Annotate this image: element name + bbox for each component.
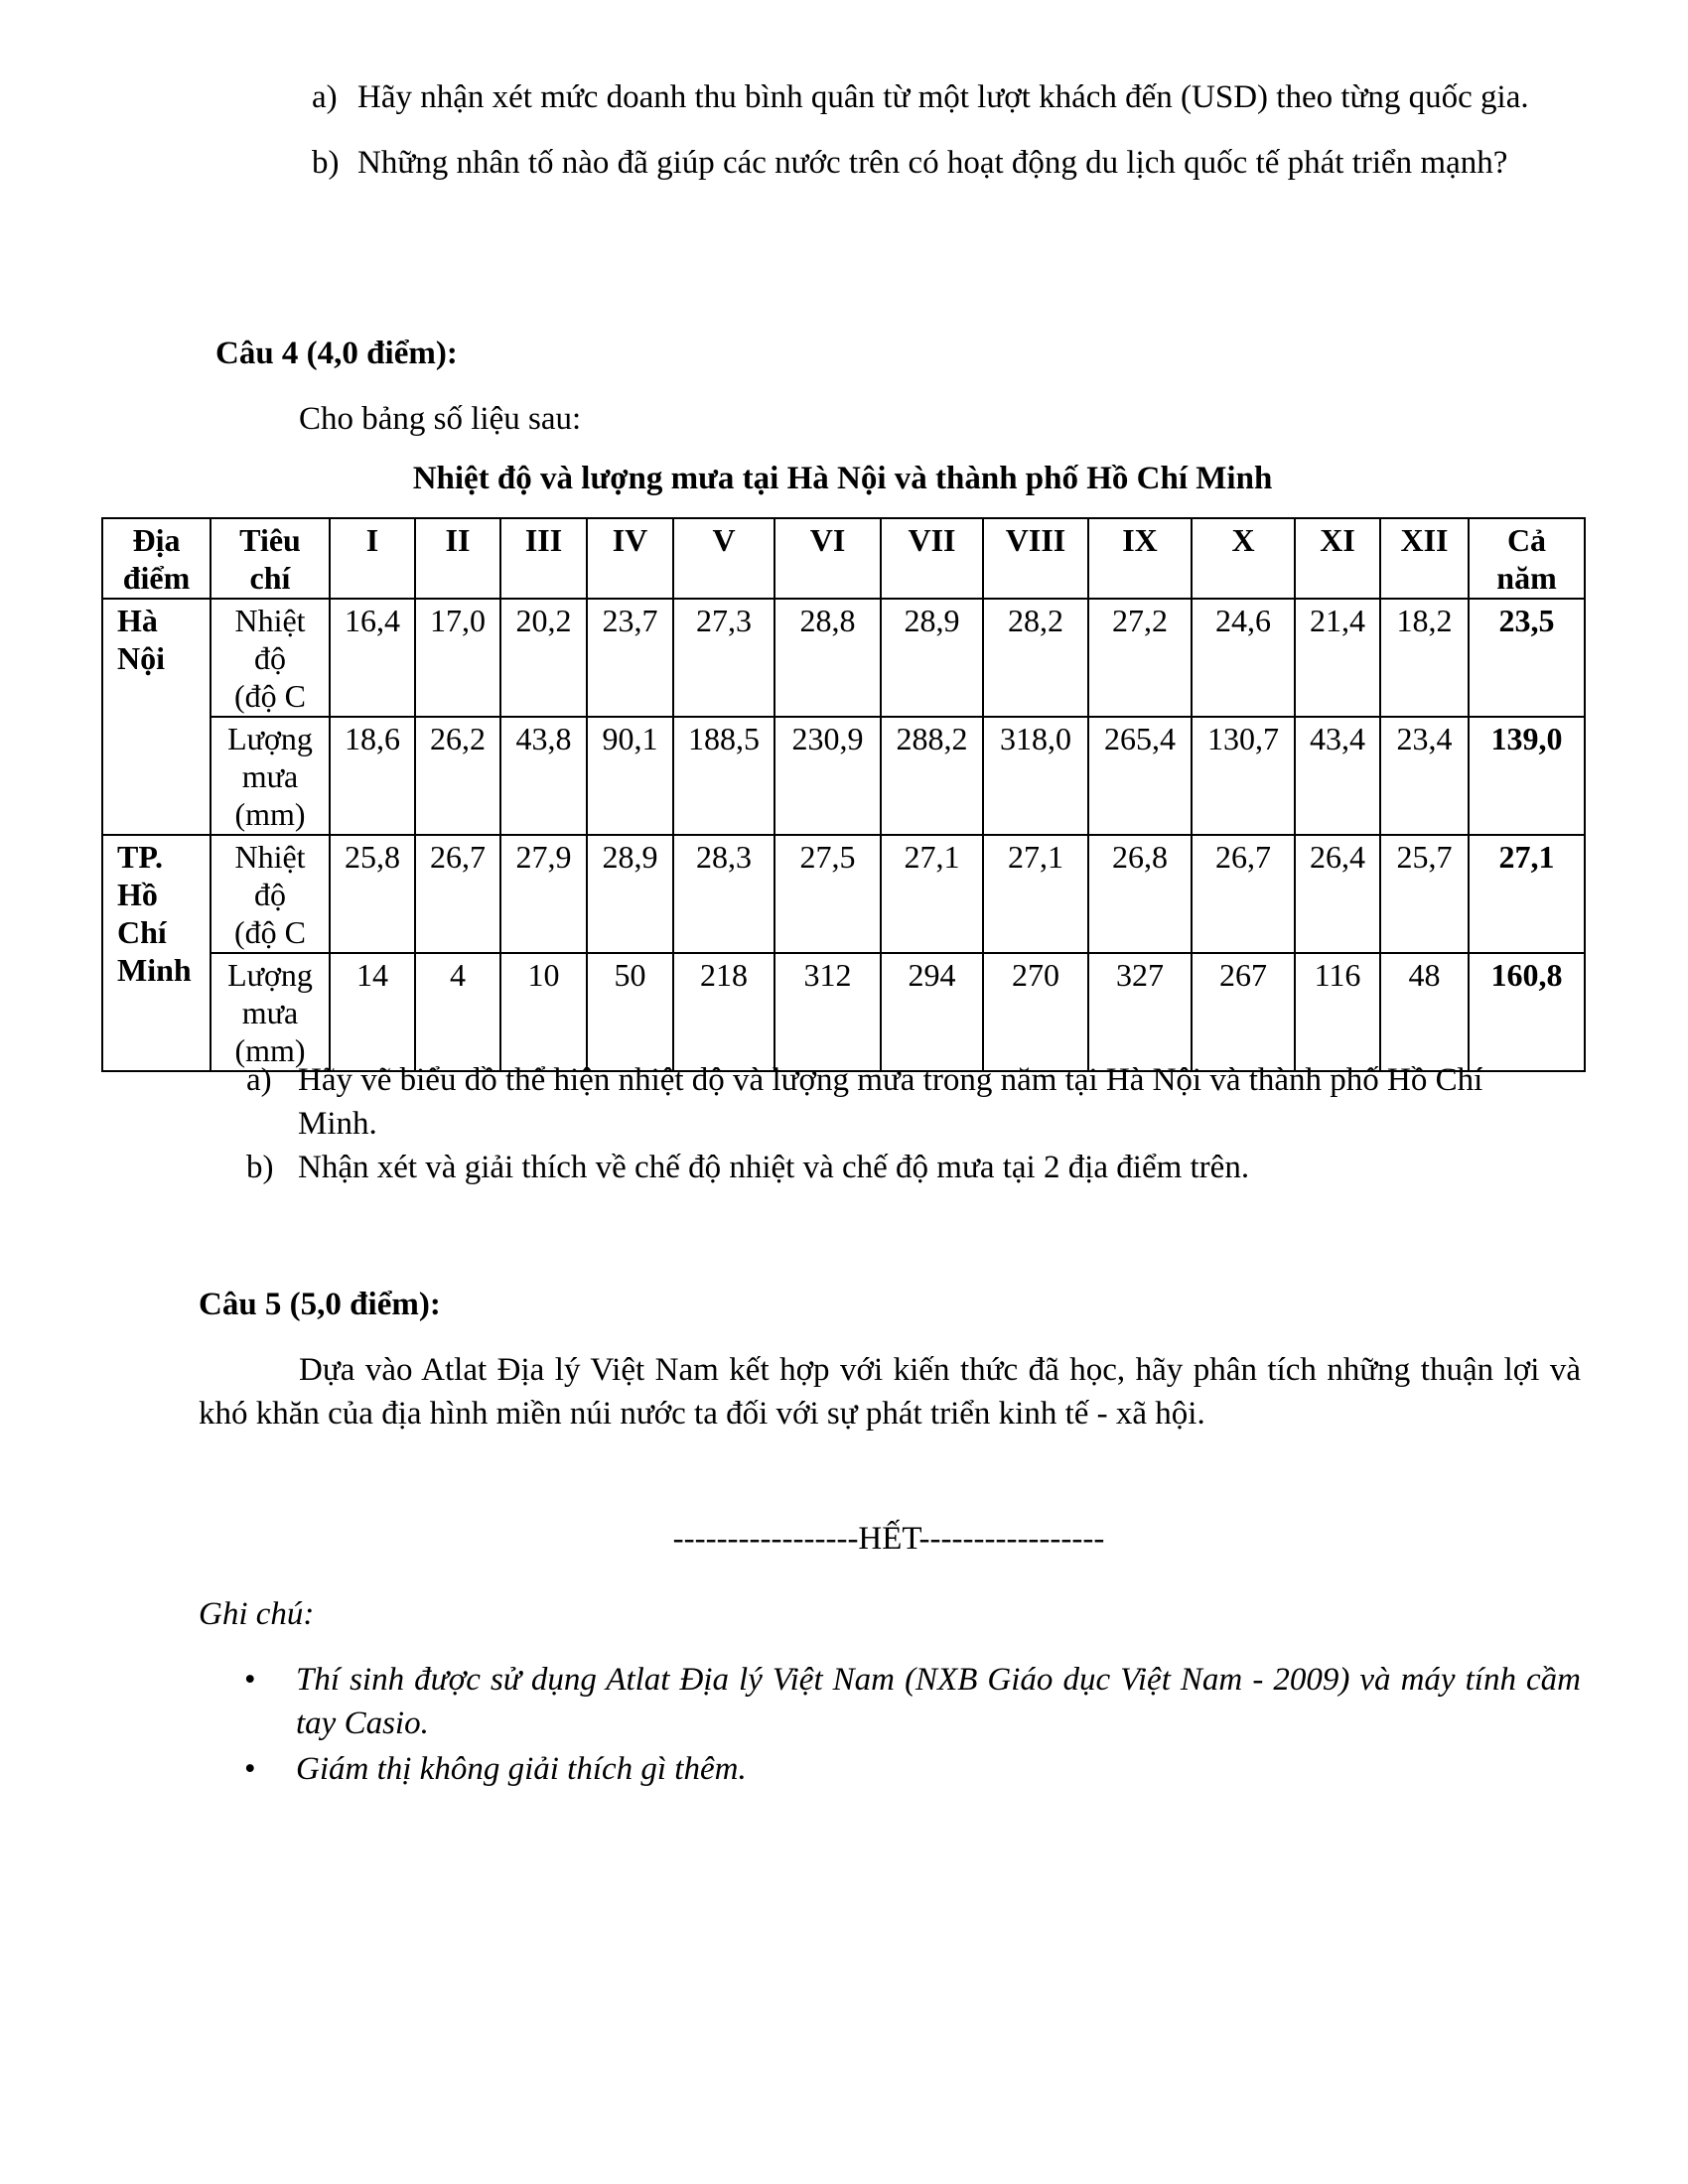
value-cell: 288,2 — [881, 717, 983, 835]
value-cell: 116 — [1295, 953, 1380, 1071]
value-cell: 27,5 — [774, 835, 881, 953]
question-5-heading: Câu 5 (5,0 điểm): — [199, 1287, 441, 1322]
value-cell: 43,4 — [1295, 717, 1380, 835]
value-cell: 17,0 — [415, 599, 500, 717]
value-cell: 23,4 — [1380, 717, 1469, 835]
header-cell: V — [673, 518, 774, 599]
part-text: Hãy vẽ biểu đồ thể hiện nhiệt độ và lượng mưa trong năm tại Hà Nội và thành phố Hồ Chí Minh. — [298, 1062, 1483, 1142]
header-cell: Địa điểm — [102, 518, 211, 599]
header-cell: Cả năm — [1469, 518, 1585, 599]
value-cell: 27,2 — [1088, 599, 1192, 717]
value-cell: 20,2 — [500, 599, 587, 717]
note-text: Thí sinh được sử dụng Atlat Địa lý Việt Nam (NXB Giáo dục Việt Nam - 2009) và máy tính cầm tay Casio. — [296, 1662, 1581, 1741]
value-cell: 218 — [673, 953, 774, 1071]
value-cell: 26,2 — [415, 717, 500, 835]
header-cell: IX — [1088, 518, 1192, 599]
value-cell: 16,4 — [330, 599, 415, 717]
header-cell: XII — [1380, 518, 1469, 599]
value-cell: 27,1 — [983, 835, 1088, 953]
criterion-cell: Nhiệt độ (độ C — [211, 835, 330, 953]
question-3-parts — [312, 75, 1581, 185]
value-cell: 26,7 — [1192, 835, 1295, 953]
value-cell: 25,7 — [1380, 835, 1469, 953]
header-cell: II — [415, 518, 500, 599]
value-cell: 18,6 — [330, 717, 415, 835]
value-cell: 26,8 — [1088, 835, 1192, 953]
table-row — [102, 835, 1585, 953]
value-cell: 26,4 — [1295, 835, 1380, 953]
criterion-cell: Lượng mưa (mm) — [211, 953, 330, 1071]
total-cell: 160,8 — [1469, 953, 1585, 1071]
header-cell: IV — [587, 518, 673, 599]
notes-list-wrapper — [199, 1658, 1581, 1793]
table-row — [102, 953, 1585, 1071]
question-3-part-a — [312, 75, 1581, 119]
table-body — [102, 599, 1585, 1071]
table-row — [102, 599, 1585, 717]
part-text: Những nhân tố nào đã giúp các nước trên có hoạt động du lịch quốc tế phát triển mạnh? — [357, 145, 1508, 181]
table-header-row — [102, 518, 1585, 599]
value-cell: 10 — [500, 953, 587, 1071]
header-cell: XI — [1295, 518, 1380, 599]
header-cell: VIII — [983, 518, 1088, 599]
question-4-part-a — [246, 1058, 1537, 1146]
value-cell: 294 — [881, 953, 983, 1071]
total-cell: 23,5 — [1469, 599, 1585, 717]
criterion-cell: Nhiệt độ (độ C — [211, 599, 330, 717]
part-marker: b) — [246, 1150, 274, 1185]
part-marker: a) — [312, 79, 338, 115]
value-cell: 318,0 — [983, 717, 1088, 835]
value-cell: 28,9 — [587, 835, 673, 953]
value-cell: 27,3 — [673, 599, 774, 717]
header-cell: I — [330, 518, 415, 599]
value-cell: 43,8 — [500, 717, 587, 835]
question-4-part-b — [246, 1146, 1537, 1189]
value-cell: 265,4 — [1088, 717, 1192, 835]
question-5-body: Dựa vào Atlat Địa lý Việt Nam kết hợp với kiến thức đã học, hãy phân tích những thuận lợi và khó khăn của địa hình miền núi nước ta đối với sự phát triển kinh tế - xã hội. — [199, 1352, 1581, 1432]
value-cell: 48 — [1380, 953, 1469, 1071]
part-marker: a) — [246, 1062, 272, 1098]
value-cell: 27,9 — [500, 835, 587, 953]
note-text: Giám thị không giải thích gì thêm. — [296, 1751, 747, 1787]
question-4-parts — [246, 1058, 1537, 1189]
notes-heading: Ghi chú: — [199, 1596, 315, 1632]
value-cell: 25,8 — [330, 835, 415, 953]
end-marker: -----------------HẾT----------------- — [672, 1521, 1105, 1557]
value-cell: 21,4 — [1295, 599, 1380, 717]
value-cell: 28,3 — [673, 835, 774, 953]
value-cell: 28,2 — [983, 599, 1088, 717]
header-cell: III — [500, 518, 587, 599]
value-cell: 50 — [587, 953, 673, 1071]
part-text: Nhận xét và giải thích về chế độ nhiệt và chế độ mưa tại 2 địa điểm trên. — [298, 1150, 1250, 1185]
part-text: Hãy nhận xét mức doanh thu bình quân từ một lượt khách đến (USD) theo từng quốc gia. — [357, 79, 1529, 115]
value-cell: 130,7 — [1192, 717, 1295, 835]
note-item — [199, 1747, 1581, 1791]
value-cell: 23,7 — [587, 599, 673, 717]
value-cell: 90,1 — [587, 717, 673, 835]
question-4-intro: Cho bảng số liệu sau: — [299, 401, 582, 437]
value-cell: 4 — [415, 953, 500, 1071]
value-cell: 312 — [774, 953, 881, 1071]
table-row — [102, 717, 1585, 835]
bullet-icon: • — [244, 1662, 256, 1698]
location-cell: TP. Hồ Chí Minh — [102, 835, 211, 1071]
location-cell: Hà Nội — [102, 599, 211, 835]
value-cell: 28,9 — [881, 599, 983, 717]
value-cell: 26,7 — [415, 835, 500, 953]
notes-list — [199, 1658, 1581, 1791]
value-cell: 270 — [983, 953, 1088, 1071]
header-cell: VII — [881, 518, 983, 599]
header-cell: X — [1192, 518, 1295, 599]
value-cell: 28,8 — [774, 599, 881, 717]
value-cell: 188,5 — [673, 717, 774, 835]
note-item — [199, 1658, 1581, 1745]
total-cell: 139,0 — [1469, 717, 1585, 835]
total-cell: 27,1 — [1469, 835, 1585, 953]
table-title: Nhiệt độ và lượng mưa tại Hà Nội và thành phố Hồ Chí Minh — [412, 461, 1273, 496]
value-cell: 327 — [1088, 953, 1192, 1071]
question-4-heading: Câu 4 (4,0 điểm): — [215, 336, 458, 371]
header-cell: VI — [774, 518, 881, 599]
criterion-cell: Lượng mưa (mm) — [211, 717, 330, 835]
part-marker: b) — [312, 145, 340, 181]
climate-data-table — [101, 517, 1586, 1072]
bullet-icon: • — [244, 1751, 256, 1787]
value-cell: 24,6 — [1192, 599, 1295, 717]
question-3-part-b — [312, 141, 1581, 185]
header-cell: Tiêu chí — [211, 518, 330, 599]
value-cell: 14 — [330, 953, 415, 1071]
value-cell: 267 — [1192, 953, 1295, 1071]
value-cell: 27,1 — [881, 835, 983, 953]
value-cell: 230,9 — [774, 717, 881, 835]
value-cell: 18,2 — [1380, 599, 1469, 717]
